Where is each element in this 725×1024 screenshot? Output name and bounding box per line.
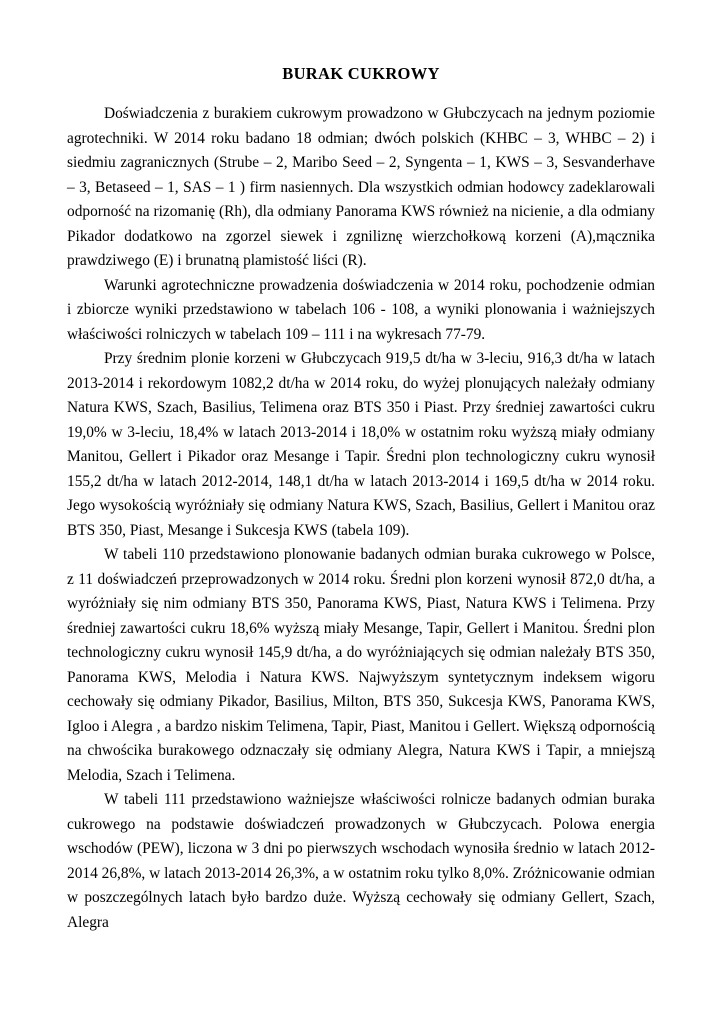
paragraph-agrotechnical-conditions: Warunki agrotechniczne prowadzenia doświadczenia w 2014 roku, pochodzenie odmian i zbiorcze wyniki przedstawiono w tabelach 106 - 108, a wyniki plonowania i ważniejszych właściwości rolniczych w tabelach 109 – 111 i na wykresach 77-79. [67, 276, 655, 343]
paragraph-table-110-poland: W tabeli 110 przedstawiono plonowanie badanych odmian buraka cukrowego w Polsce, z 11 doświadczeń przeprowadzonych w 2014 roku. Średni plon korzeni wynosił 872,0 dt/ha, a wyróżniały się nim odmiany BTS 350, Panorama KWS, Piast, Natura KWS i Telimena. Przy średniej zawartości cukru 18,6% wyższą miały Mesange, Tapir, Gellert i Manitou. Średni plon technologiczny cukru wynosił 145,9 dt/ha, a do wyróżniających się odmian należały BTS 350, Panorama KWS, Melodia i Natura KWS. Najwyższym syntetycznym indeksem wigoru cechowały się odmiany Pikador, Basilius, Milton, BTS 350, Sukcesja KWS, Panorama KWS, Igloo i Alegra , a bardzo niskim Telimena, Tapir, Piast, Manitou i Gellert. Większą odpornością na chwościka burakowego odznaczały się odmiany Alegra, Natura KWS i Tapir, a mniejszą Melodia, Szach i Telimena. [67, 546, 655, 784]
paragraph-varieties-overview: Doświadczenia z burakiem cukrowym prowadzono w Głubczycach na jednym poziomie agrotechniki. W 2014 roku badano 18 odmian; dwóch polskich (KHBC – 3, WHBC – 2) i siedmiu zagranicznych (Strube – 2, Maribo Seed – 2, Syngenta – 1, KWS – 3, Sesvanderhave – 3, Betaseed – 1, SAS – 1 ) firm nasiennych. Dla wszystkich odmian hodowcy zadeklarowali odporność na rizomanię (Rh), dla odmiany Panorama KWS również na nicienie, a dla odmiany Pikador dodatkowo na zgorzel siewek i zgniliznę wierzchołkową korzeni (A),mącznika prawdziwego (E) i brunatną plamistość liści (R). [67, 105, 655, 269]
document-title: BURAK CUKROWY [282, 64, 440, 83]
paragraph-glubczyce-yield: Przy średnim plonie korzeni w Głubczycach 919,5 dt/ha w 3-leciu, 916,3 dt/ha w latach 2013-2014 i rekordowym 1082,2 dt/ha w 2014 roku, do wyżej plonujących należały odmiany Natura KWS, Szach, Basilius, Telimena oraz BTS 350 i Piast. Przy średniej zawartości cukru 19,0% w 3-leciu, 18,4% w latach 2013-2014 i 18,0% w ostatnim roku wyższą miały odmiany Manitou, Gellert i Pikador oraz Mesange i Tapir. Średni plon technologiczny cukru wynosił 155,2 dt/ha w latach 2012-2014, 148,1 dt/ha w latach 2013-2014 i 169,5 dt/ha w 2014 roku. Jego wysokością wyróżniały się odmiany Natura KWS, Szach, Basilius, Gellert i Manitou oraz BTS 350, Piast, Mesange i Sukcesja KWS (tabela 109). [67, 350, 655, 539]
paragraph-table-111-properties: W tabeli 111 przedstawiono ważniejsze właściwości rolnicze badanych odmian buraka cukrowego na podstawie doświadczeń prowadzonych w Głubczycach. Polowa energia wschodów (PEW), liczona w 3 dni po pierwszych wschodach wynosiła średnio w latach 2012-2014 26,8%, w latach 2013-2014 26,3%, a w ostatnim roku tylko 8,0%. Zróżnicowanie odmian w poszczególnych latach było bardzo duże. Wyższą cechowały się odmiany Gellert, Szach, Alegra [67, 791, 655, 931]
document-page [67, 62, 655, 935]
